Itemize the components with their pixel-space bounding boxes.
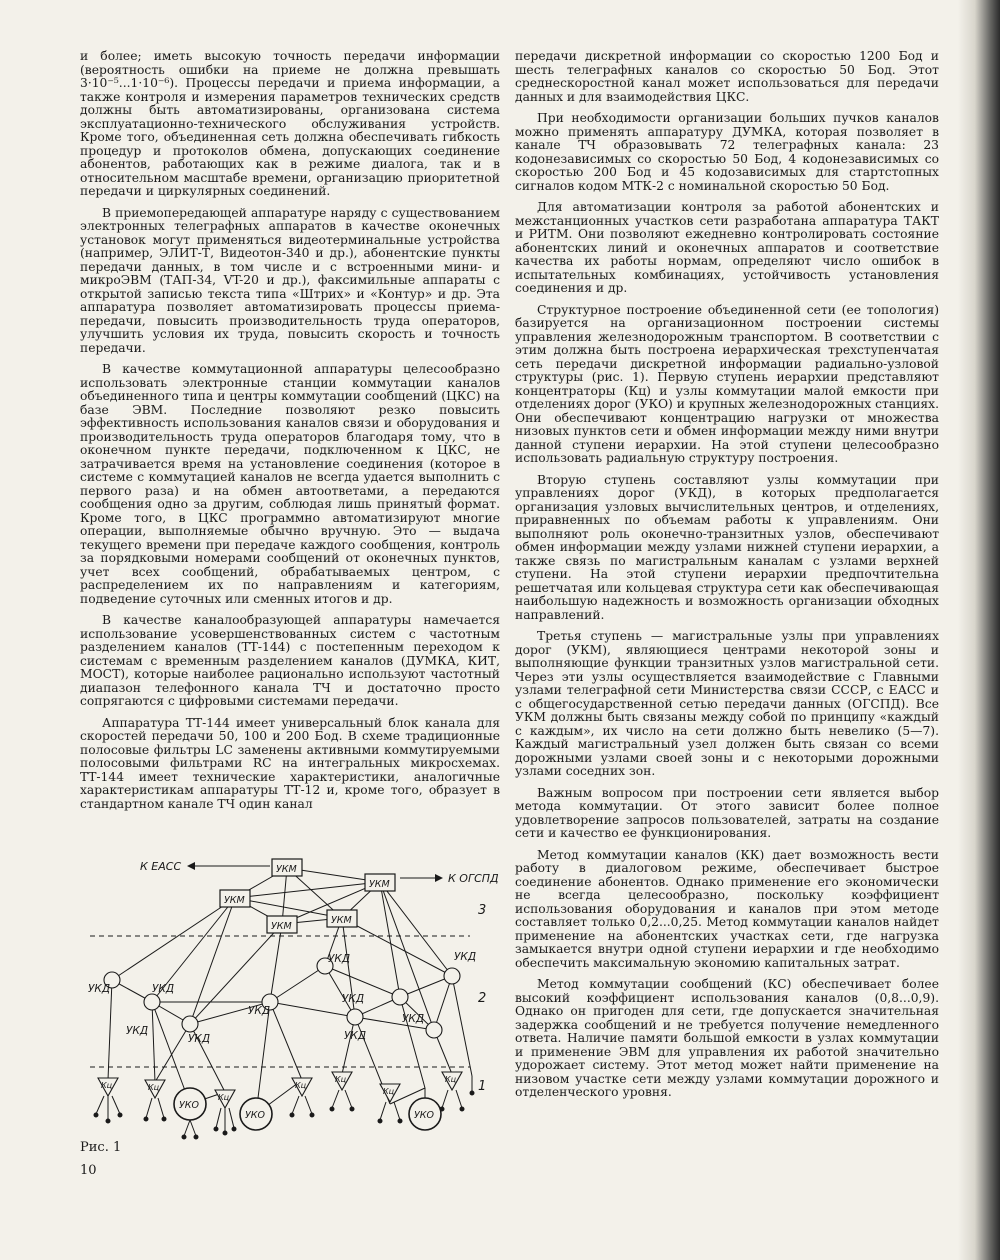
ukd-label: УКД <box>342 993 365 1005</box>
svg-text:Кц: Кц <box>101 1081 113 1090</box>
svg-text:Кц: Кц <box>335 1075 347 1084</box>
svg-text:Кц: Кц <box>445 1075 457 1084</box>
svg-text:Кц: Кц <box>383 1087 395 1096</box>
figure-caption: Рис. 1 <box>80 1140 122 1155</box>
network-diagram-svg <box>80 852 500 1142</box>
svg-text:Кц: Кц <box>295 1081 307 1090</box>
ukd-node <box>392 989 408 1005</box>
svg-text:Кц: Кц <box>218 1093 230 1102</box>
ukd-node <box>444 968 460 984</box>
level-label-1: 1 <box>478 1079 487 1094</box>
ukd-label: УКД <box>344 1030 367 1042</box>
ukd-label: УКД <box>248 1005 271 1017</box>
paragraph: передачи дискретной информации со скоростью 1200 Бод и шесть телеграфных каналов со скоростью 50 Бод. Этот среднескоростной канал может использоваться для передачи данных и для взаимодействия ЦКС. <box>515 49 939 104</box>
ukd-node <box>426 1022 442 1038</box>
ukd-node <box>182 1016 198 1032</box>
ukd-label: УКД <box>328 953 351 965</box>
ukm-node <box>267 916 297 933</box>
ukd-label: УКД <box>152 983 175 995</box>
svg-text:УКО: УКО <box>414 1110 435 1121</box>
paragraph: Аппаратура ТТ-144 имеет универсальный блок канала для скоростей передачи 50, 100 и 200 Бод. В схеме традиционные полосовые фильтры LC заменены активными коммутируемыми полосовыми фильтрами RC на интегральных микросхемах. ТТ-144 имеет технические характеристики, аналогичные характеристикам аппаратуры ТТ-12 и, кроме того, образует в стандартном канале ТЧ один канал <box>80 715 500 811</box>
svg-text:УКО: УКО <box>179 1100 200 1111</box>
svg-text:УКМ: УКМ <box>224 895 245 906</box>
level-label-2: 2 <box>478 991 487 1006</box>
paragraph: В качестве каналообразующей аппаратуры намечается использование усовершенствованных систем с частотным разделением каналов (ТТ-144) с постепенным переходом к системам с временным разделением каналов (ДУМКА, КИТ, МОСТ), которые наиболее рационально используют частотный диапазон телефонного канала ТЧ и достаточно просто сопрягаются с цифровыми системами передачи. <box>80 613 500 708</box>
svg-text:Кц: Кц <box>148 1083 160 1092</box>
paragraph: Для автоматизации контроля за работой абонентских и межстанционных участков сети разработана аппаратура ТАКТ и РИТМ. Они позволяют ежедневно контролировать состояние абонентских линий и оконечных аппаратов и соответствие качества их работы нормам, определяют число ошибок в испытательных комбинациях, устойчивость установления соединения и др. <box>515 200 939 295</box>
svg-text:УКМ: УКМ <box>271 921 292 932</box>
ukd-label: УКД <box>402 1013 425 1025</box>
ukd-label: УКД <box>88 983 111 995</box>
paragraph: Вторую ступень составляют узлы коммутации при управлениях дорог (УКД), в которых предполагается организация узловых вычислительных центров, и отделениях, приравненных по объемам работы к управлениям. Они выполняют роль оконечно-транзитных узлов, обеспечивают обмен информации между узлами нижней ступени иерархии, а также связь по магистральным каналам с узлами верхней ступени. На этой ступени иерархии предпочтительна решетчатая или кольцевая структура сети как обеспечивающая наибольшую надежность и возможность организации обходных направлений. <box>515 472 939 622</box>
page-number: 10 <box>80 1163 97 1178</box>
paragraph: и более; иметь высокую точность передачи информации (вероятность ошибки на приеме не должна превышать 3·10⁻⁵...1·10⁻⁶). Процессы передачи и приема информации, а также контроля и измерения параметров технических средств должны быть автоматизированы, организована система эксплуатационно-технического обслуживания устройств. Кроме того, объединенная сеть должна обеспечивать гибкость процедур и протоколов обмена, допускающих соединение абонентов, работающих как в режиме диалога, так и в относительном масштабе времени, организацию приоритетной передачи и циркулярных соединений. <box>80 49 500 198</box>
paragraph: Метод коммутации сообщений (КС) обеспечивает более высокий коэффициент использования каналов (0,8...0,9). Однако он пригоден для сети, где допускается значительная задержка сообщений и не требуется получение немедленного ответа. Наличие памяти большой емкости в узлах коммутации и применение ЭВМ для управления их работой значительно удорожает систему. Этот метод может найти применение на низовом участке сети между узлами коммутации дорожного и отделенческого уровня. <box>515 977 939 1099</box>
ukm-node <box>365 874 395 891</box>
paragraph: При необходимости организации больших пучков каналов можно применять аппаратуру ДУМКА, которая позволяет в канале ТЧ образовывать 72 телеграфных канала: 23 кодонезависимых со скоростью 50 Бод, 4 кодонезависимых со скоростью 200 Бод и 45 кодозависимых для стартстопных сигналов кодом МТК-2 с номинальной скоростью 50 Бод. <box>515 111 939 193</box>
label-eass: К ЕАСС <box>140 860 182 873</box>
network-diagram <box>80 852 500 1152</box>
svg-text:УКМ: УКМ <box>331 915 352 926</box>
svg-text:УКМ: УКМ <box>276 864 297 875</box>
ukd-node <box>347 1009 363 1025</box>
paragraph: Метод коммутации каналов (КК) дает возможность вести работу в диалоговом режиме, обеспечивает быстрое соединение абонентов. Однако применение его экономически не всегда целесообразно, поскольку коэффициент использования оборудования и каналов при этом методе составляет только 0,2...0,25. Метод коммутации каналов найдет применение на абонентских участках сети, где нагрузка замыкается внутри одной ступени иерархии и где необходимо обеспечить максимальную экономию капитальных затрат. <box>515 847 939 970</box>
svg-text:УКМ: УКМ <box>369 879 390 890</box>
level-label-3: 3 <box>478 903 487 918</box>
label-ogspd: К ОГСПД <box>448 872 499 885</box>
ukd-node <box>144 994 160 1010</box>
svg-text:УКО: УКО <box>245 1110 266 1121</box>
ukm-node <box>327 910 357 927</box>
uko-node <box>174 1088 206 1120</box>
paragraph: В приемопередающей аппаратуре наряду с существованием электронных телеграфных аппаратов в качестве оконечных установок могут применяться видеотерминальные устройства (например, ЭЛИТ-Т, Видеотон-340 и др.), абонентские пункты передачи данных, в том числе и с встроенными мини- и микроЭВМ (ТАП-34, VT-20 и др.), факсимильные аппараты с открытой записью текста типа «Штрих» и «Контур» и др. Эта аппаратура позволяет автоматизировать процессы приема-передачи, повысить производительность труда операторов, улучшить условия их труда, повысить скорость и точность передачи. <box>80 205 500 355</box>
ukd-label: УКД <box>126 1025 149 1037</box>
ukm-node <box>220 890 250 907</box>
ukd-label: УКД <box>188 1033 211 1045</box>
paragraph: Третья ступень — магистральные узлы при управлениях дорог (УКМ), являющиеся центрами некоторой зоны и выполняющие функции транзитных узлов магистральной сети. Через эти узлы осуществляется взаимодействие с Главными узлами телеграфной сети Министерства связи СССР, с ЕАСС и с общегосударственной сетью передачи данных (ОГСПД). Все УКМ должны быть связаны между собой по принципу «каждый с каждым», их число на сети должно быть невелико (5—7). Каждый магистральный узел должен быть связан со всеми дорожными узлами своей зоны и с некоторыми дорожными узлами соседних зон. <box>515 629 939 778</box>
paragraph: Важным вопросом при построении сети является выбор метода коммутации. От этого зависит более полное удовлетворение запросов пользователей, затраты на создание сети и качество ее функционирования. <box>515 785 939 840</box>
paragraph: Структурное построение объединенной сети (ее топология) базируется на организационном построении системы управления железнодорожным транспортом. В соответствии с этим должна быть построена иерархическая трехступенчатая сеть передачи дискретной информации радиально-узловой структуры (рис. 1). Первую ступень иерархии представляют концентраторы (Кц) и узлы коммутации малой емкости при отделениях дорог (УКО) и крупных железнодорожных станциях. Они обеспечивают концентрацию нагрузки от множества низовых пунктов сети и обмен информации между ними внутри данной ступени иерархии. На этой ступени целесообразно использовать радиальную структуру построения. <box>515 302 939 465</box>
right-text-column <box>515 50 939 1108</box>
ukm-node <box>272 859 302 876</box>
paragraph: В качестве коммутационной аппаратуры целесообразно использовать электронные станции коммутации каналов объединенного типа и центры коммутации сообщений (ЦКС) на базе ЭВМ. Последние позволяют резко повысить эффективность использования каналов связи и оборудования и производительность труда операторов благодаря тому, что в оконечном пункте передачи, подключенном к ЦКС, не затрачивается время на установление соединения (которое в системе с коммутацией каналов не всегда удается выполнить с первого раза) и на обмен автоответами, а передаются сообщения одно за другим, соблюдая лишь принятый формат. Кроме того, в ЦКС программно автоматизируют многие операции, выполняемые обычно вручную. Это — выдача текущего времени при передаче каждого сообщения, контроль за порядковыми номерами сообщений от оконечных пунктов, учет всех сообщений, обрабатываемых центром, с распределением их по направлениям и категориям, подведение суточных или сменных итогов и др. <box>80 362 500 606</box>
uko-node <box>240 1098 272 1130</box>
left-text-column <box>80 50 500 819</box>
page-edge-shadow <box>958 0 1000 1260</box>
uko-node <box>409 1098 441 1130</box>
ukd-label: УКД <box>454 951 477 963</box>
